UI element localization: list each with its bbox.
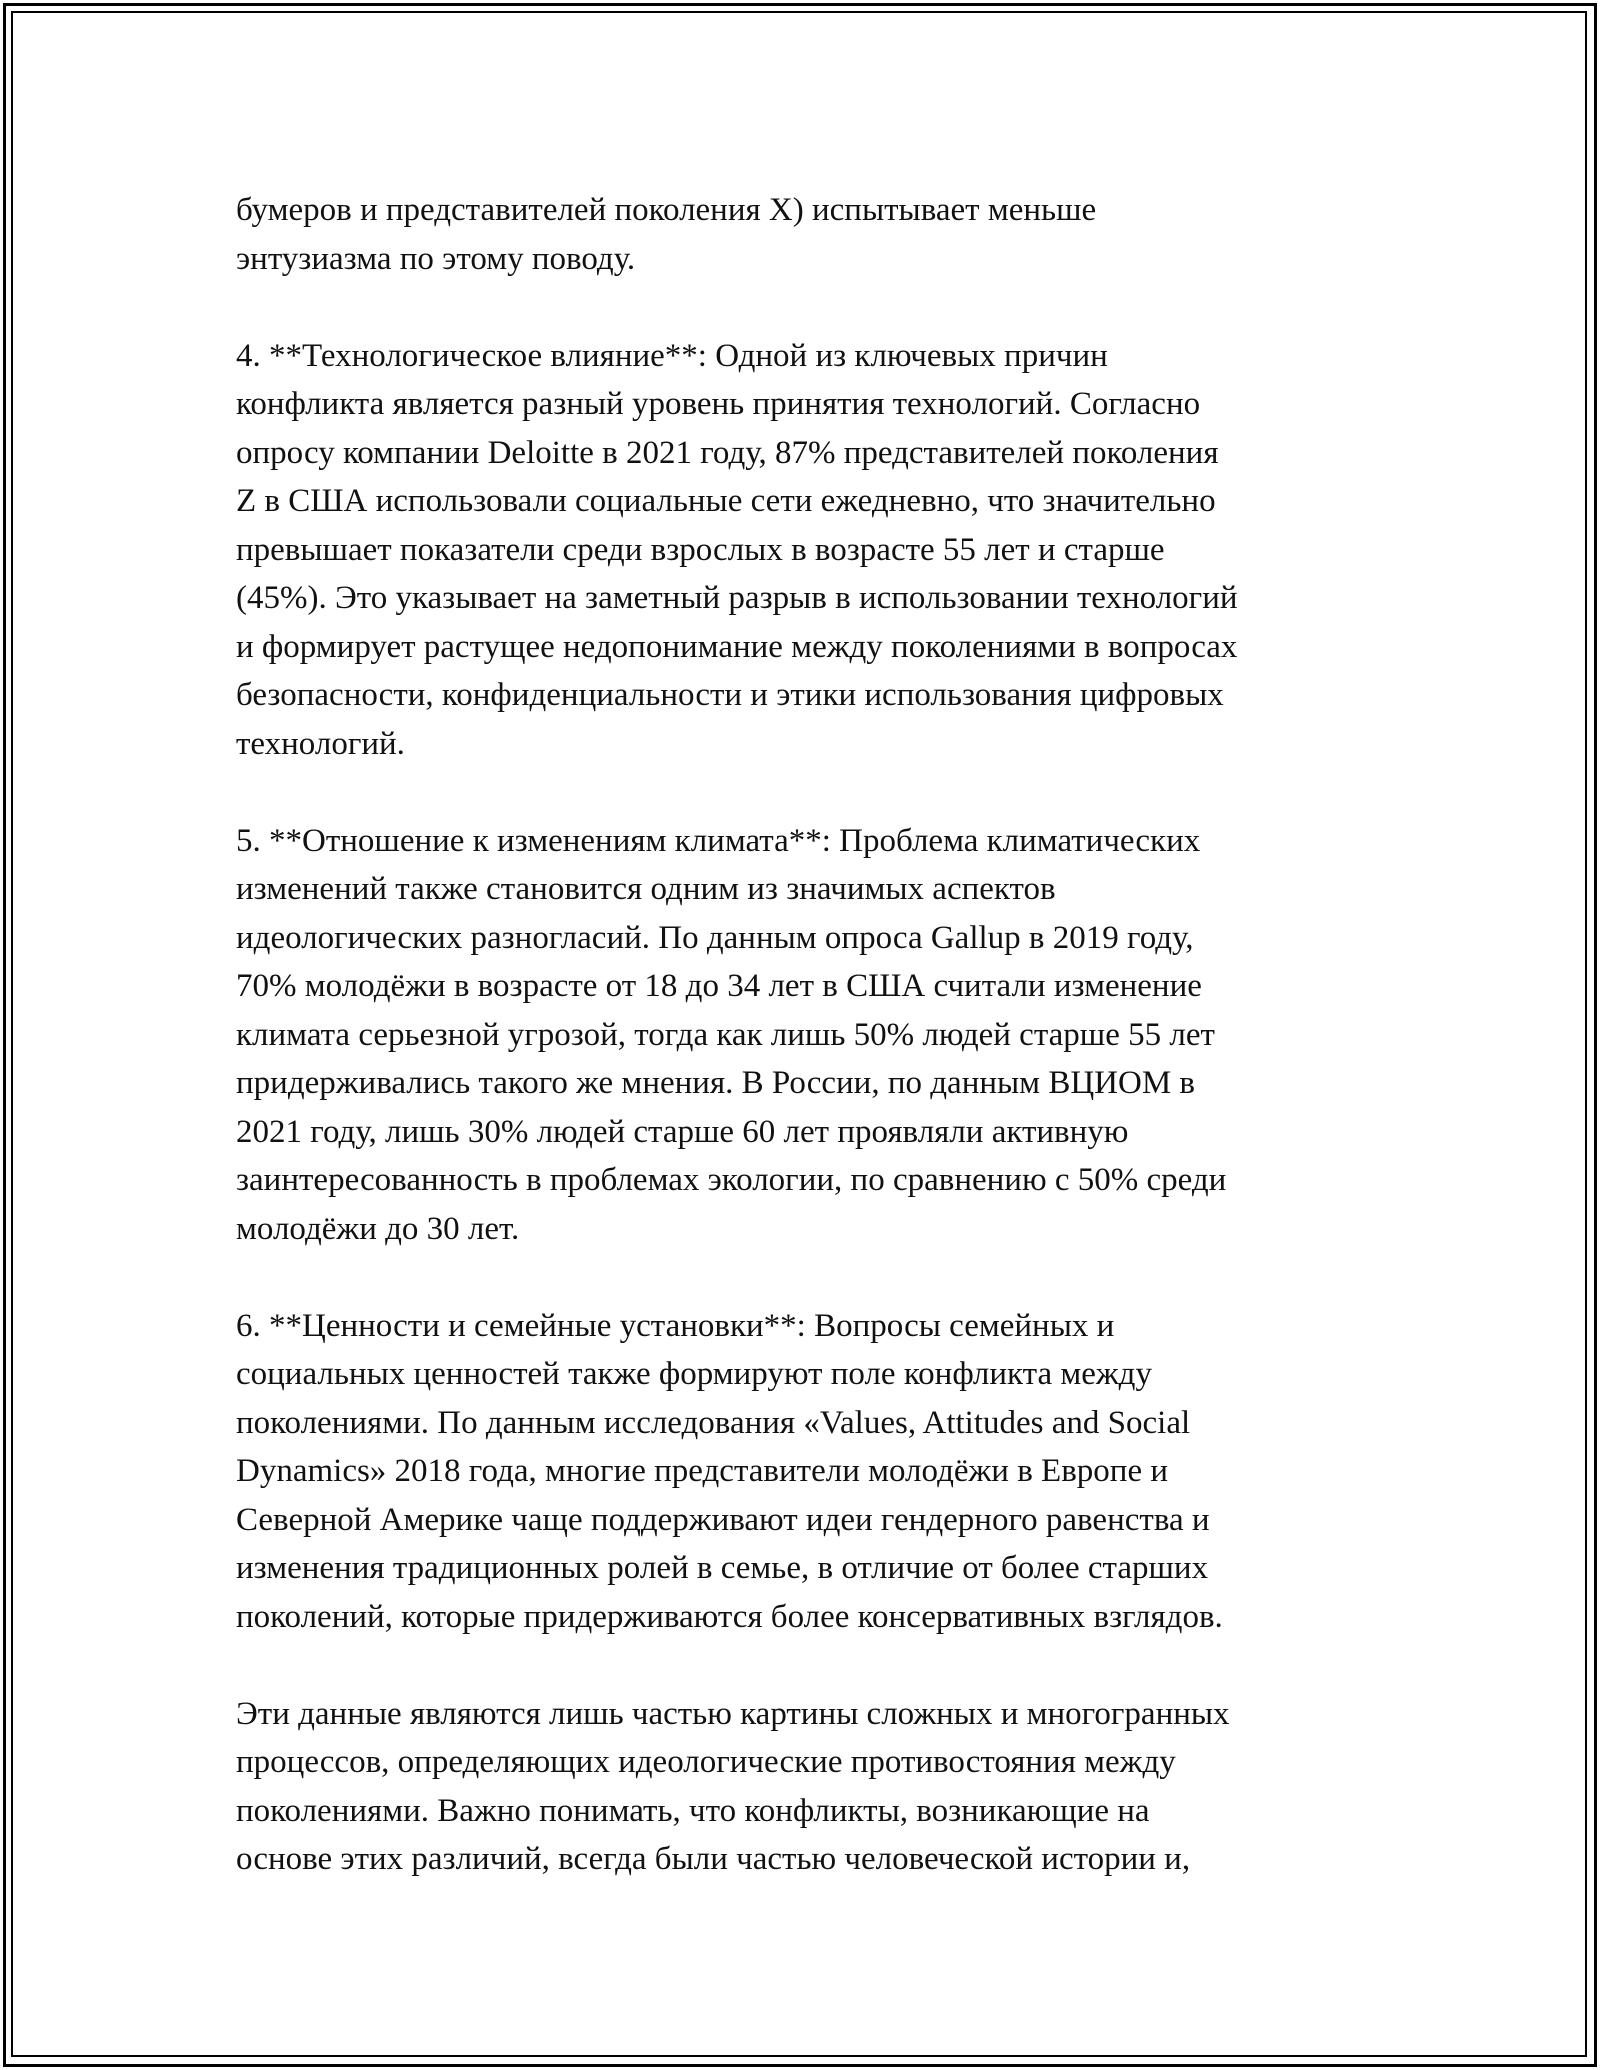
paragraph-technology-influence: 4. **Технологическое влияние**: Одной из ключевых причин конфликта является разный уровень принятия технологий. Согласно опросу компании Deloitte в 2021 году, 87% представителей поколения Z в США использовали социальные сети ежедневно, что значительно превышает показатели среди взрослых в возрасте 55 лет и старше (45%). Это указывает на заметный разрыв в использовании технологий и формирует растущее недопонимание между поколениями в вопросах безопасности, конфиденциальности и этики использования цифровых технологий. bbox=[236, 337, 1238, 762]
document-body bbox=[236, 186, 1376, 1884]
paragraph-conclusion: Эти данные являются лишь частью картины сложных и многогранных процессов, определяющих идеологические противостояния между поколениями. Важно понимать, что конфликты, возникающие на основе этих различий, всегда были частью человеческой истории и, bbox=[236, 1695, 1230, 1877]
paragraph-continuation: бумеров и представителей поколения X) испытывает меньше энтузиазма по этому поводу. bbox=[236, 192, 1097, 277]
paragraph-family-values: 6. **Ценности и семейные установки**: Вопросы семейных и социальных ценностей также формируют поле конфликта между поколениями. По данным исследования «Values, Attitudes and Social Dynamics» 2018 года, многие представители молодёжи в Европе и Северной Америке чаще поддерживают идеи гендерного равенства и изменения традиционных ролей в семье, в отличие от более старших поколений, которые придерживаются более консервативных взглядов. bbox=[236, 1307, 1223, 1635]
paragraph-climate-attitudes: 5. **Отношение к изменениям климата**: Проблема климатических изменений также становится одним из значимых аспектов идеологических разногласий. По данным опроса Gallup в 2019 году, 70% молодёжи в возрасте от 18 до 34 лет в США считали изменение климата серьезной угрозой, тогда как лишь 50% людей старше 55 лет придерживались такого же мнения. В России, по данным ВЦИОМ в 2021 году, лишь 30% людей старше 60 лет проявляли активную заинтересованность в проблемах экологии, по сравнению с 50% среди молодёжи до 30 лет. bbox=[236, 822, 1227, 1247]
